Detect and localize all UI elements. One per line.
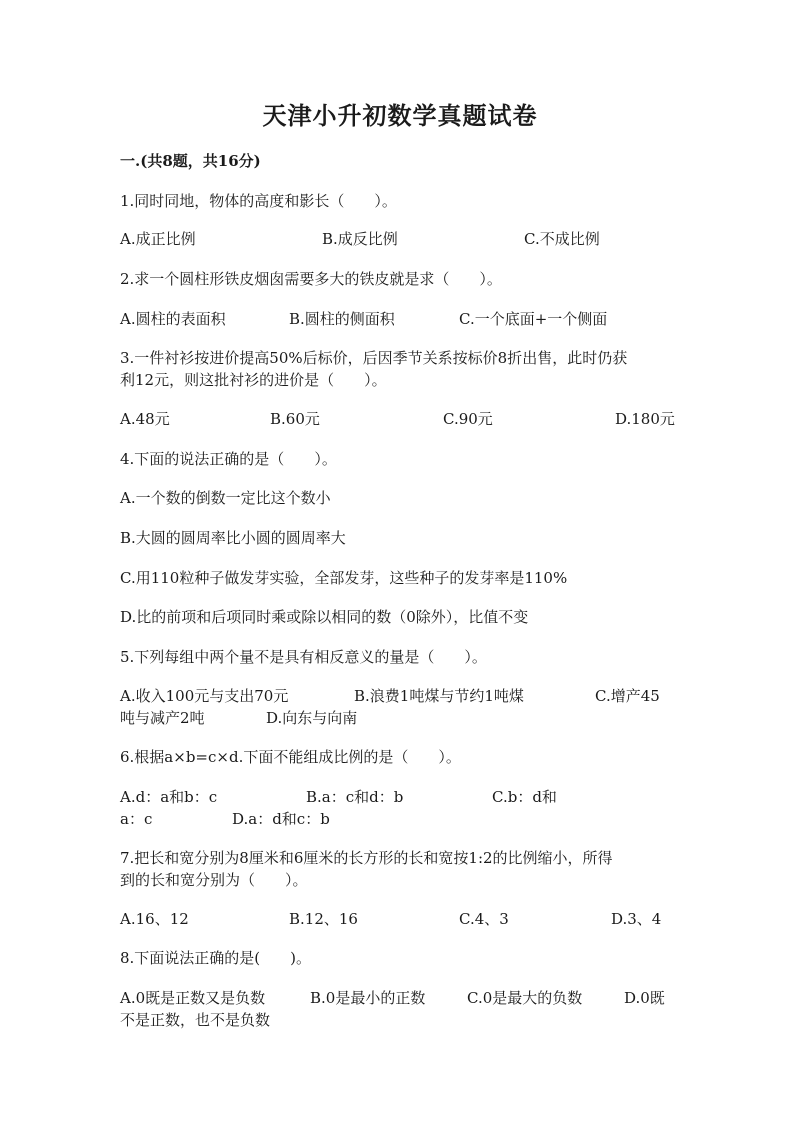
question-5-option-a: A.收入100元与支出70元 [120, 687, 289, 705]
question-8-option-c: C.0是最大的负数 [467, 989, 583, 1007]
question-7-option-d: D.3、4 [611, 910, 662, 928]
question-7-text-line-1: 7.把长和宽分别为8厘米和6厘米的长方形的长和宽按1:2的比例缩小，所得 [120, 849, 613, 867]
question-3-text-line-1: 3.一件衬衫按进价提高50%后标价，后因季节关系按标价8折出售，此时仍获 [120, 349, 628, 367]
question-2-option-c: C.一个底面+一个侧面 [459, 310, 608, 328]
question-6-text: 6.根据a×b=c×d.下面不能组成比例的是（ ）。 [120, 748, 461, 766]
question-5-option-d: D.向东与向南 [266, 709, 358, 727]
question-8-option-d-continued: 不是正数，也不是负数 [120, 1011, 271, 1029]
question-7-option-b: B.12、16 [289, 910, 358, 928]
question-2-option-a: A.圆柱的表面积 [120, 310, 226, 328]
question-2-option-b: B.圆柱的侧面积 [289, 310, 395, 328]
question-8-option-b: B.0是最小的正数 [310, 989, 426, 1007]
section-heading: 一.(共8题，共16分) [120, 152, 261, 170]
question-4-option-d: D.比的前项和后项同时乘或除以相同的数（0除外），比值不变 [120, 608, 529, 626]
question-6-option-b: B.a：c和d：b [306, 788, 404, 806]
question-8-option-d: D.0既 [624, 989, 665, 1007]
question-6-option-a: A.d：a和b：c [120, 788, 218, 806]
exam-title: 天津小升初数学真题试卷 [262, 101, 538, 130]
question-5-option-b: B.浪费1吨煤与节约1吨煤 [354, 687, 524, 705]
question-6-option-c-continued: a：c [120, 810, 153, 828]
question-5-option-c-continued: 吨与减产2吨 [120, 709, 205, 727]
question-3-option-b: B.60元 [270, 410, 320, 428]
question-3-text-line-2: 利12元，则这批衬衫的进价是（ ）。 [120, 371, 387, 389]
question-1-option-a: A.成正比例 [120, 230, 196, 248]
question-8-option-a: A.0既是正数又是负数 [120, 989, 266, 1007]
question-8-text: 8.下面说法正确的是( )。 [120, 949, 312, 967]
question-1-option-c: C.不成比例 [524, 230, 600, 248]
question-2-text: 2.求一个圆柱形铁皮烟囱需要多大的铁皮就是求（ ）。 [120, 270, 502, 288]
question-4-option-c: C.用110粒种子做发芽实验，全部发芽，这些种子的发芽率是110% [120, 569, 568, 587]
question-3-option-a: A.48元 [120, 410, 170, 428]
question-5-text: 5.下列每组中两个量不是具有相反意义的量是（ ）。 [120, 648, 487, 666]
question-5-option-c: C.增产45 [595, 687, 660, 705]
question-1-option-b: B.成反比例 [322, 230, 398, 248]
question-6-option-c: C.b：d和 [492, 788, 557, 806]
question-4-text: 4.下面的说法正确的是（ ）。 [120, 450, 337, 468]
question-7-text-line-2: 到的长和宽分别为（ ）。 [120, 871, 308, 889]
question-3-option-d: D.180元 [615, 410, 675, 428]
question-3-option-c: C.90元 [443, 410, 493, 428]
question-4-option-a: A.一个数的倒数一定比这个数小 [120, 489, 331, 507]
question-7-option-c: C.4、3 [459, 910, 509, 928]
question-6-option-d: D.a：d和c：b [232, 810, 330, 828]
question-1-text: 1.同时同地，物体的高度和影长（ ）。 [120, 192, 397, 210]
question-4-option-b: B.大圆的圆周率比小圆的圆周率大 [120, 529, 346, 547]
question-7-option-a: A.16、12 [120, 910, 189, 928]
